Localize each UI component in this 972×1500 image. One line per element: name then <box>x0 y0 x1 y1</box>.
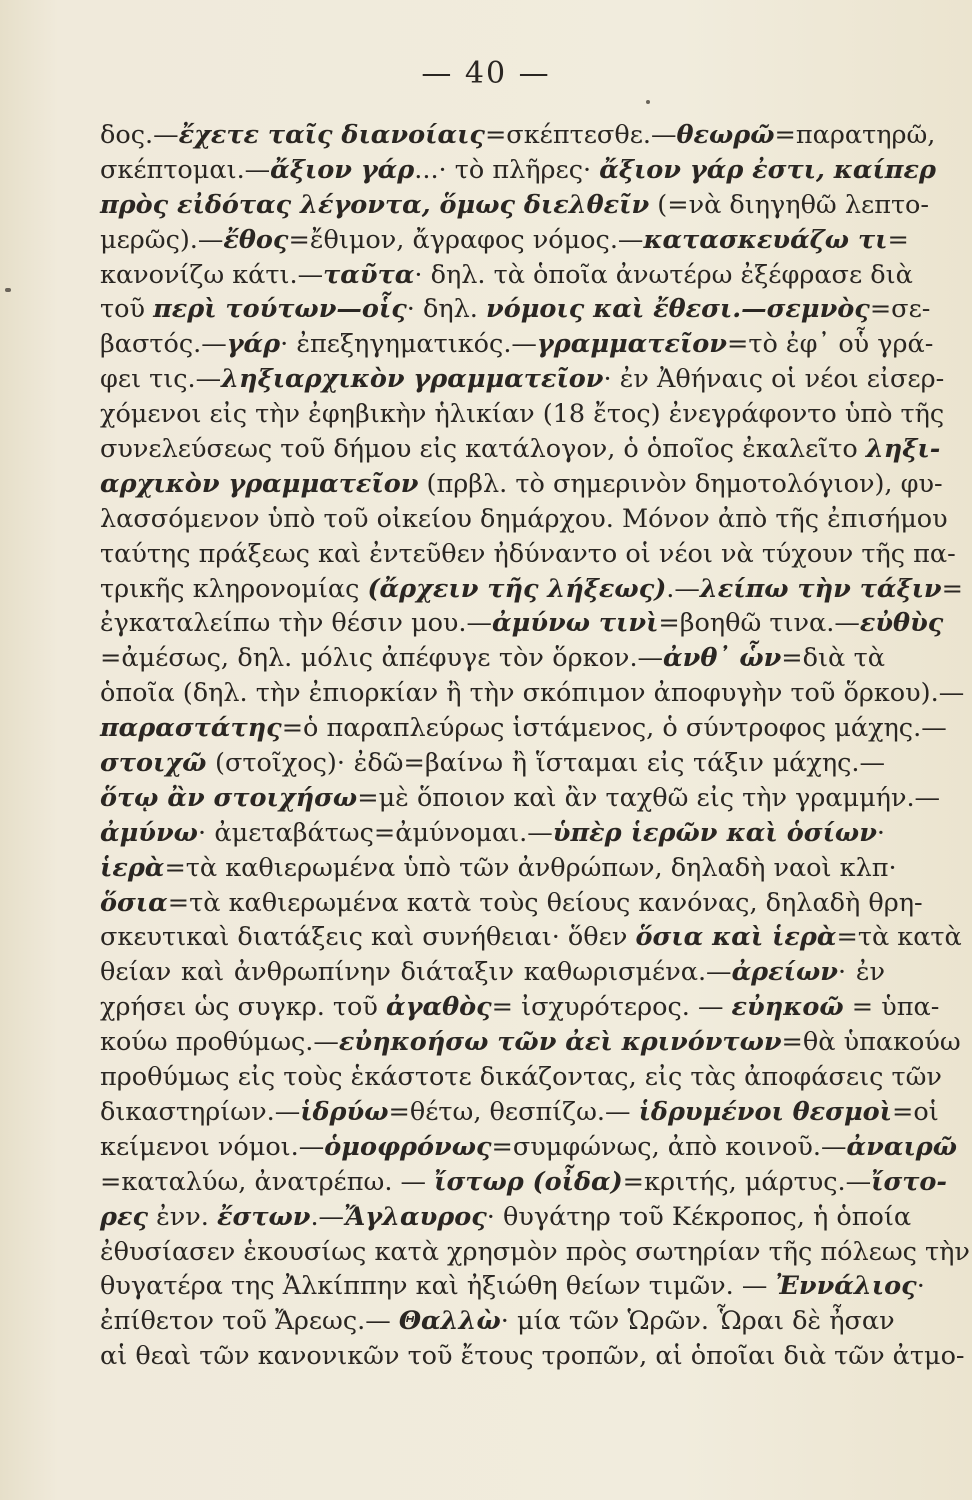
text-run: =συμφώνως, ἀπὸ κοινοῦ.— <box>491 1131 847 1162</box>
text-run: =τὰ κατὰ <box>836 922 962 953</box>
text-line <box>100 641 885 676</box>
text-line <box>100 955 885 990</box>
text-run: =διὰ τὰ <box>781 643 885 674</box>
text-run: φει τις.— <box>100 364 222 395</box>
text-line <box>100 432 941 467</box>
headword: εὐηκοήσω τῶν ἀεὶ κρινόντων <box>338 1027 782 1058</box>
text-line <box>100 606 944 641</box>
text-run: (πρβλ. τὸ σημερινὸν δημοτολόγιον), φυ- <box>418 468 943 499</box>
text-run: =καταλύω, ἀνατρέπω. — <box>100 1166 435 1197</box>
headword: ἀμύνω <box>100 817 198 848</box>
text-line <box>100 676 965 711</box>
text-run: ἐγκαταλείπω τὴν θέσιν μου.— <box>100 608 493 639</box>
text-run: =κριτής, μάρτυς.— <box>622 1166 872 1197</box>
headword: ἄξιον γάρ <box>270 154 415 185</box>
text-run: · ἐπεξηγηματικός.— <box>280 329 537 360</box>
headword: ρες <box>100 1201 148 1232</box>
text-run: ταύτης πράξεως καὶ ἐντεῦθεν ἠδύναντο οἱ νέοι νὰ τύχουν τῆς πα- <box>100 538 956 569</box>
text-run: ἐνν. <box>148 1201 218 1232</box>
headword: ἱερὰ <box>100 852 165 883</box>
text-run: = ἰσχυρότερος. — <box>491 992 732 1023</box>
headword: θεωρῶ <box>676 120 775 150</box>
headword: αρχικὸν γραμματεῖον <box>100 468 419 499</box>
text-run: θυγατέρα της Ἀλκίππην καὶ ἠξιώθη θείων τιμῶν. — <box>100 1271 776 1302</box>
text-run: =τὰ καθιερωμένα ὑπὸ τῶν ἀνθρώπων, δηλαδὴ ναοὶ κλπ· <box>164 852 897 883</box>
headword: πρὸς εἰδότας λέγοντα, ὅμως διελθεῖν <box>100 189 650 220</box>
text-run: κείμενοι νόμοι.— <box>100 1131 325 1162</box>
headword: (ἄρχειν τῆς λήξεως) <box>367 573 667 604</box>
text-run: βαστός.— <box>100 329 227 360</box>
text-line <box>100 327 934 362</box>
text-run: ἐθυσίασεν ἑκουσίως κατὰ χρησμὸν πρὸς σωτηρίαν τῆς πόλεως τὴν <box>100 1236 970 1267</box>
text-run: ἐπίθετον τοῦ Ἄρεως.— <box>100 1306 399 1337</box>
text-run: = <box>887 224 909 255</box>
text-line <box>100 711 947 746</box>
headword: ἔθος <box>223 224 289 255</box>
text-run: κούω προθύμως.— <box>100 1027 339 1058</box>
text-run: = <box>941 573 963 604</box>
headword: ληξιαρχικὸν γραμματεῖον <box>221 364 604 395</box>
text-line <box>100 990 940 1025</box>
text-run: =σε- <box>869 294 931 325</box>
text-run: · <box>876 817 885 848</box>
text-run: = ὑπα- <box>843 992 940 1023</box>
text-run: .— <box>310 1201 345 1232</box>
text-line <box>100 118 936 153</box>
text-line <box>100 746 885 781</box>
headword: ἱδρυμένοι θεσμοὶ <box>638 1096 892 1127</box>
text-line <box>100 851 897 886</box>
text-run: · <box>916 1271 925 1302</box>
headword: στοιχῶ <box>100 748 207 779</box>
headword: ταῦτα <box>323 259 415 290</box>
headword: γάρ <box>226 329 281 360</box>
text-line <box>100 223 909 258</box>
headword: ἔστων <box>217 1201 311 1232</box>
text-run: =θέτω, θεσπίζω.— <box>388 1096 639 1127</box>
text-line <box>100 537 956 572</box>
page-number: — 40 — <box>421 56 551 91</box>
headword: ἀγαθὸς <box>385 992 492 1023</box>
text-run: .— <box>666 573 700 604</box>
ink-speck <box>646 100 650 104</box>
headword: νόμοις καὶ ἔθεσι.—σεμνὸς <box>486 294 870 325</box>
text-line <box>100 920 962 955</box>
text-run: =τὰ καθιερωμένα κατὰ τοὺς θείους κανόνας, δηλαδὴ θρη- <box>167 887 923 918</box>
text-run: προθύμως εἰς τοὺς ἑκάστοτε δικάζοντας, εἰς τὰς ἀποφάσεις τῶν <box>100 1062 942 1093</box>
text-line <box>100 1165 948 1200</box>
headword: εὐθὺς <box>859 608 944 639</box>
commentary-text <box>100 118 970 1374</box>
headword: ἔχετε ταῖς διανοίαις <box>178 120 485 150</box>
headword: περὶ τούτων—οἷς <box>153 294 407 325</box>
text-run: αἱ θεαὶ τῶν κανονικῶν τοῦ ἔτους τροπῶν, αἱ ὁποῖαι διὰ τῶν ἀτμο- <box>100 1341 965 1372</box>
text-run: · ἀμεταβάτως=ἀμύνομαι.— <box>197 817 553 848</box>
text-run: =παρατηρῶ, <box>774 120 936 150</box>
text-line <box>100 1130 958 1165</box>
headword: ὁμοφρόνως <box>324 1131 492 1162</box>
text-line <box>100 1200 912 1235</box>
headword: Θαλλὼ <box>398 1306 501 1337</box>
headword: ἴστο- <box>871 1166 948 1197</box>
headword: Ἐννάλιος <box>775 1271 917 1302</box>
text-line <box>100 1235 970 1270</box>
text-run: συνελεύσεως τοῦ δήμου εἰς κατάλογον, ὁ ὁποῖος ἐκαλεῖτο <box>100 434 866 465</box>
headword: Ἄγλαυρος <box>344 1201 487 1232</box>
text-run: =οἱ <box>892 1096 939 1127</box>
text-run: =ἔθιμον, ἄγραφος νόμος.— <box>288 224 644 255</box>
headword: ἱδρύω <box>300 1096 389 1127</box>
text-line <box>100 258 913 293</box>
text-line <box>100 1060 942 1095</box>
text-line <box>100 1304 895 1339</box>
headword: παραστάτης <box>100 713 282 744</box>
text-run: · δηλ. <box>406 294 487 325</box>
text-run: χρήσει ὡς συγκρ. τοῦ <box>100 992 386 1023</box>
headword: ἀμύνω τινὶ <box>492 608 659 639</box>
text-run: τοῦ <box>100 294 154 325</box>
text-line <box>100 1025 961 1060</box>
text-run: χόμενοι εἰς τὴν ἐφηβικὴν ἡλικίαν (18 ἔτος) ἐνεγράφοντο ὑπὸ τῆς <box>100 399 945 430</box>
text-run: =σκέπτεσθε.— <box>484 120 677 150</box>
text-line <box>100 292 931 327</box>
text-line <box>100 816 885 851</box>
text-run: (=νὰ διηγηθῶ λεπτο- <box>649 189 930 220</box>
text-run: τρικῆς κληρονομίας <box>100 573 368 604</box>
text-line <box>100 153 936 188</box>
text-run: λασσόμενον ὑπὸ τοῦ οἰκείου δημάρχου. Μόνον ἀπὸ τῆς ἐπισήμου <box>100 503 948 534</box>
headword: κατασκευάζω τι <box>643 224 888 255</box>
text-line <box>100 781 941 816</box>
text-line <box>100 188 930 223</box>
text-run: · ἐν Ἀθήναις οἱ νέοι εἰσερ- <box>603 364 945 395</box>
text-line <box>100 467 943 502</box>
text-run: =τὸ ἐφ᾽ οὗ γρά- <box>727 329 934 360</box>
text-run: ὁποῖα (δηλ. τὴν ἐπιορκίαν ἢ τὴν σκόπιμον ἀποφυγὴν τοῦ ὅρκου).— <box>100 678 965 709</box>
text-run: =μὲ ὅποιον καὶ ἂν ταχθῶ εἰς τὴν γραμμήν.— <box>357 782 941 813</box>
headword: ὅσια καὶ ἱερὰ <box>635 922 837 953</box>
text-line <box>100 886 923 921</box>
text-run: σκέπτομαι.— <box>100 154 271 185</box>
text-run: ...· τὸ πλῆρες· <box>414 154 600 185</box>
text-run: · δηλ. τὰ ὁποῖα ἀνωτέρω ἐξέφρασε διὰ <box>414 259 913 290</box>
text-line <box>100 572 963 607</box>
text-line <box>100 362 945 397</box>
text-run: · θυγάτηρ τοῦ Κέκροπος, ἡ ὁποία <box>486 1201 912 1232</box>
text-run: θείαν καὶ ἀνθρωπίνην διάταξιν καθωρισμένα.— <box>100 957 732 988</box>
headword: ἄξιον γάρ ἐστι, καίπερ <box>599 154 936 185</box>
headword: ἀναιρῶ <box>846 1131 958 1162</box>
headword: ληξι- <box>865 434 941 465</box>
text-run: σκευτικαὶ διατάξεις καὶ συνήθειαι· ὅθεν <box>100 922 636 953</box>
text-run: · ἐν <box>837 957 886 988</box>
text-line <box>100 502 948 537</box>
text-run: =βοηθῶ τινα.— <box>658 608 860 639</box>
text-run: =ἀμέσως, δηλ. μόλις ἀπέφυγε τὸν ὅρκον.— <box>100 643 664 674</box>
headword: γραμματεῖον <box>536 329 727 360</box>
headword: ἴστωρ (οἶδα) <box>434 1166 623 1197</box>
text-run: (στοῖχος)· ἐδῶ=βαίνω ἢ ἵσταμαι εἰς τάξιν μάχης.— <box>206 748 885 779</box>
headword: λείπω τὴν τάξιν <box>699 573 942 604</box>
ink-speck <box>5 288 11 292</box>
text-line <box>100 1269 925 1304</box>
text-run: =θὰ ὑπακούω <box>781 1027 961 1058</box>
headword: ὅσια <box>100 887 168 918</box>
headword: ὑπὲρ ἱερῶν καὶ ὁσίων <box>552 817 877 848</box>
text-run: δικαστηρίων.— <box>100 1096 301 1127</box>
text-line <box>100 1339 965 1374</box>
headword: ἀνθ᾽ ὧν <box>663 643 782 674</box>
text-run: · μία τῶν Ὡρῶν. Ὧραι δὲ ἦσαν <box>500 1306 895 1337</box>
headword: ὅτῳ ἂν στοιχήσω <box>100 782 358 813</box>
text-run: =ὁ παραπλεύρως ἱστάμενος, ὁ σύντροφος μάχης.— <box>281 713 947 744</box>
text-run: μερῶς).— <box>100 224 224 255</box>
text-line <box>100 1095 939 1130</box>
headword: εὐηκοῶ <box>731 992 844 1023</box>
text-run: δος.— <box>100 120 179 150</box>
text-line <box>100 397 945 432</box>
headword: ἀρείων <box>731 957 838 988</box>
text-run: κανονίζω κάτι.— <box>100 259 324 290</box>
